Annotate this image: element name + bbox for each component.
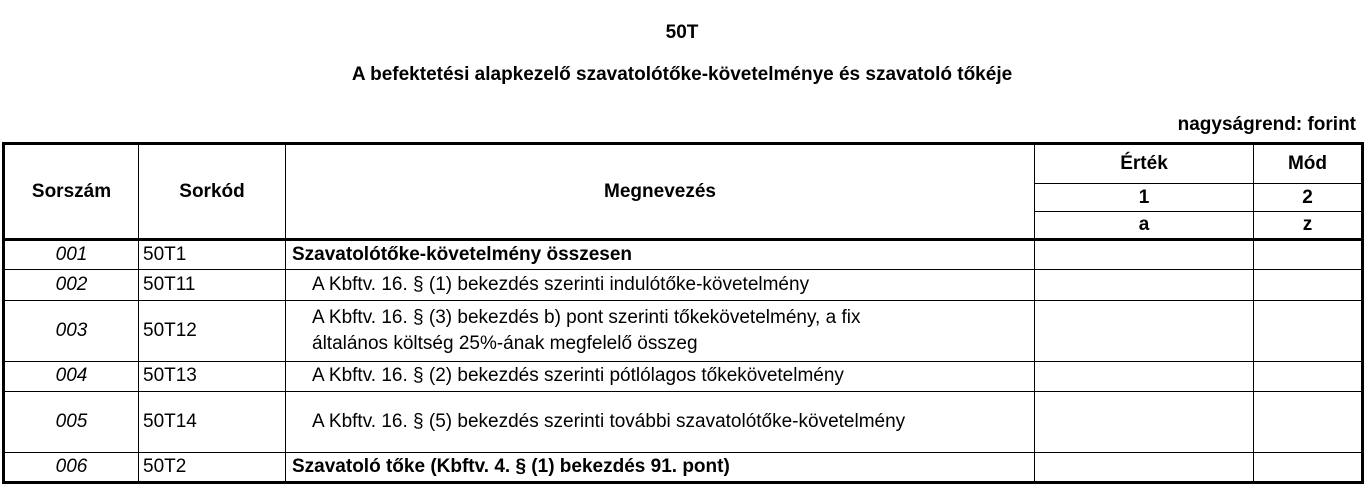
row-sorkod: 50T1 [139, 240, 286, 270]
row-mod-input[interactable] [1254, 240, 1363, 270]
row-ertek-input[interactable] [1035, 452, 1254, 482]
row-mod-input[interactable] [1254, 361, 1363, 391]
row-sorkod: 50T13 [139, 361, 286, 391]
row-sorszam: 002 [4, 270, 139, 300]
row-megnevezes: A Kbftv. 16. § (1) bekezdés szerinti indulótőke-követelmény [286, 270, 1035, 300]
table-row [4, 300, 1363, 361]
row-sorkod: 50T11 [139, 270, 286, 300]
table-row [4, 240, 1363, 270]
row-sorszam: 004 [4, 361, 139, 391]
row-ertek-input[interactable] [1035, 270, 1254, 300]
row-sorkod: 50T2 [139, 452, 286, 482]
row-mod-input[interactable] [1254, 300, 1363, 361]
row-ertek-input[interactable] [1035, 361, 1254, 391]
row-ertek-input[interactable] [1035, 391, 1254, 452]
row-megnevezes-line1: A Kbftv. 16. § (3) bekezdés b) pont szerinti tőkekövetelmény, a fix [312, 306, 861, 328]
row-sorszam: 003 [4, 300, 139, 361]
row-mod-input[interactable] [1254, 391, 1363, 452]
row-megnevezes: A Kbftv. 16. § (2) bekezdés szerinti pótlólagos tőkekövetelmény [286, 361, 1035, 391]
row-megnevezes: A Kbftv. 16. § (5) bekezdés szerinti további szavatolótőke-követelmény [286, 391, 1035, 452]
header-mod-code: z [1254, 212, 1363, 240]
header-ertek: Érték [1035, 144, 1254, 184]
header-mod-num: 2 [1254, 184, 1363, 212]
unit-note: nagyságrend: forint [1177, 114, 1356, 135]
row-sorszam: 006 [4, 452, 139, 482]
row-ertek-input[interactable] [1035, 240, 1254, 270]
row-sorkod: 50T12 [139, 300, 286, 361]
row-megnevezes: Szavatoló tőke (Kbftv. 4. § (1) bekezdés 91. pont) [286, 452, 1035, 482]
table-row [4, 391, 1363, 452]
header-ertek-code: a [1035, 212, 1254, 240]
row-mod-input[interactable] [1254, 270, 1363, 300]
header-sorszam: Sorszám [4, 144, 139, 240]
header-sorkod: Sorkód [139, 144, 286, 240]
row-megnevezes-line2: általános költség 25%-ának megfelelő összeg [312, 332, 698, 354]
table-code: 50T [665, 22, 699, 43]
table-row [4, 361, 1363, 391]
data-table [2, 142, 1364, 484]
page-title: A befektetési alapkezelő szavatolótőke-követelménye és szavatoló tőkéje [351, 64, 1013, 85]
row-mod-input[interactable] [1254, 452, 1363, 482]
table-row [4, 270, 1363, 300]
header-mod: Mód [1254, 144, 1363, 184]
row-sorszam: 005 [4, 391, 139, 452]
row-ertek-input[interactable] [1035, 300, 1254, 361]
row-megnevezes: Szavatolótőke-követelmény összesen [286, 240, 1035, 270]
row-sorkod: 50T14 [139, 391, 286, 452]
row-megnevezes [286, 300, 1035, 361]
table-row [4, 452, 1363, 482]
header-megnevezes: Megnevezés [286, 144, 1035, 240]
header-ertek-num: 1 [1035, 184, 1254, 212]
row-sorszam: 001 [4, 240, 139, 270]
